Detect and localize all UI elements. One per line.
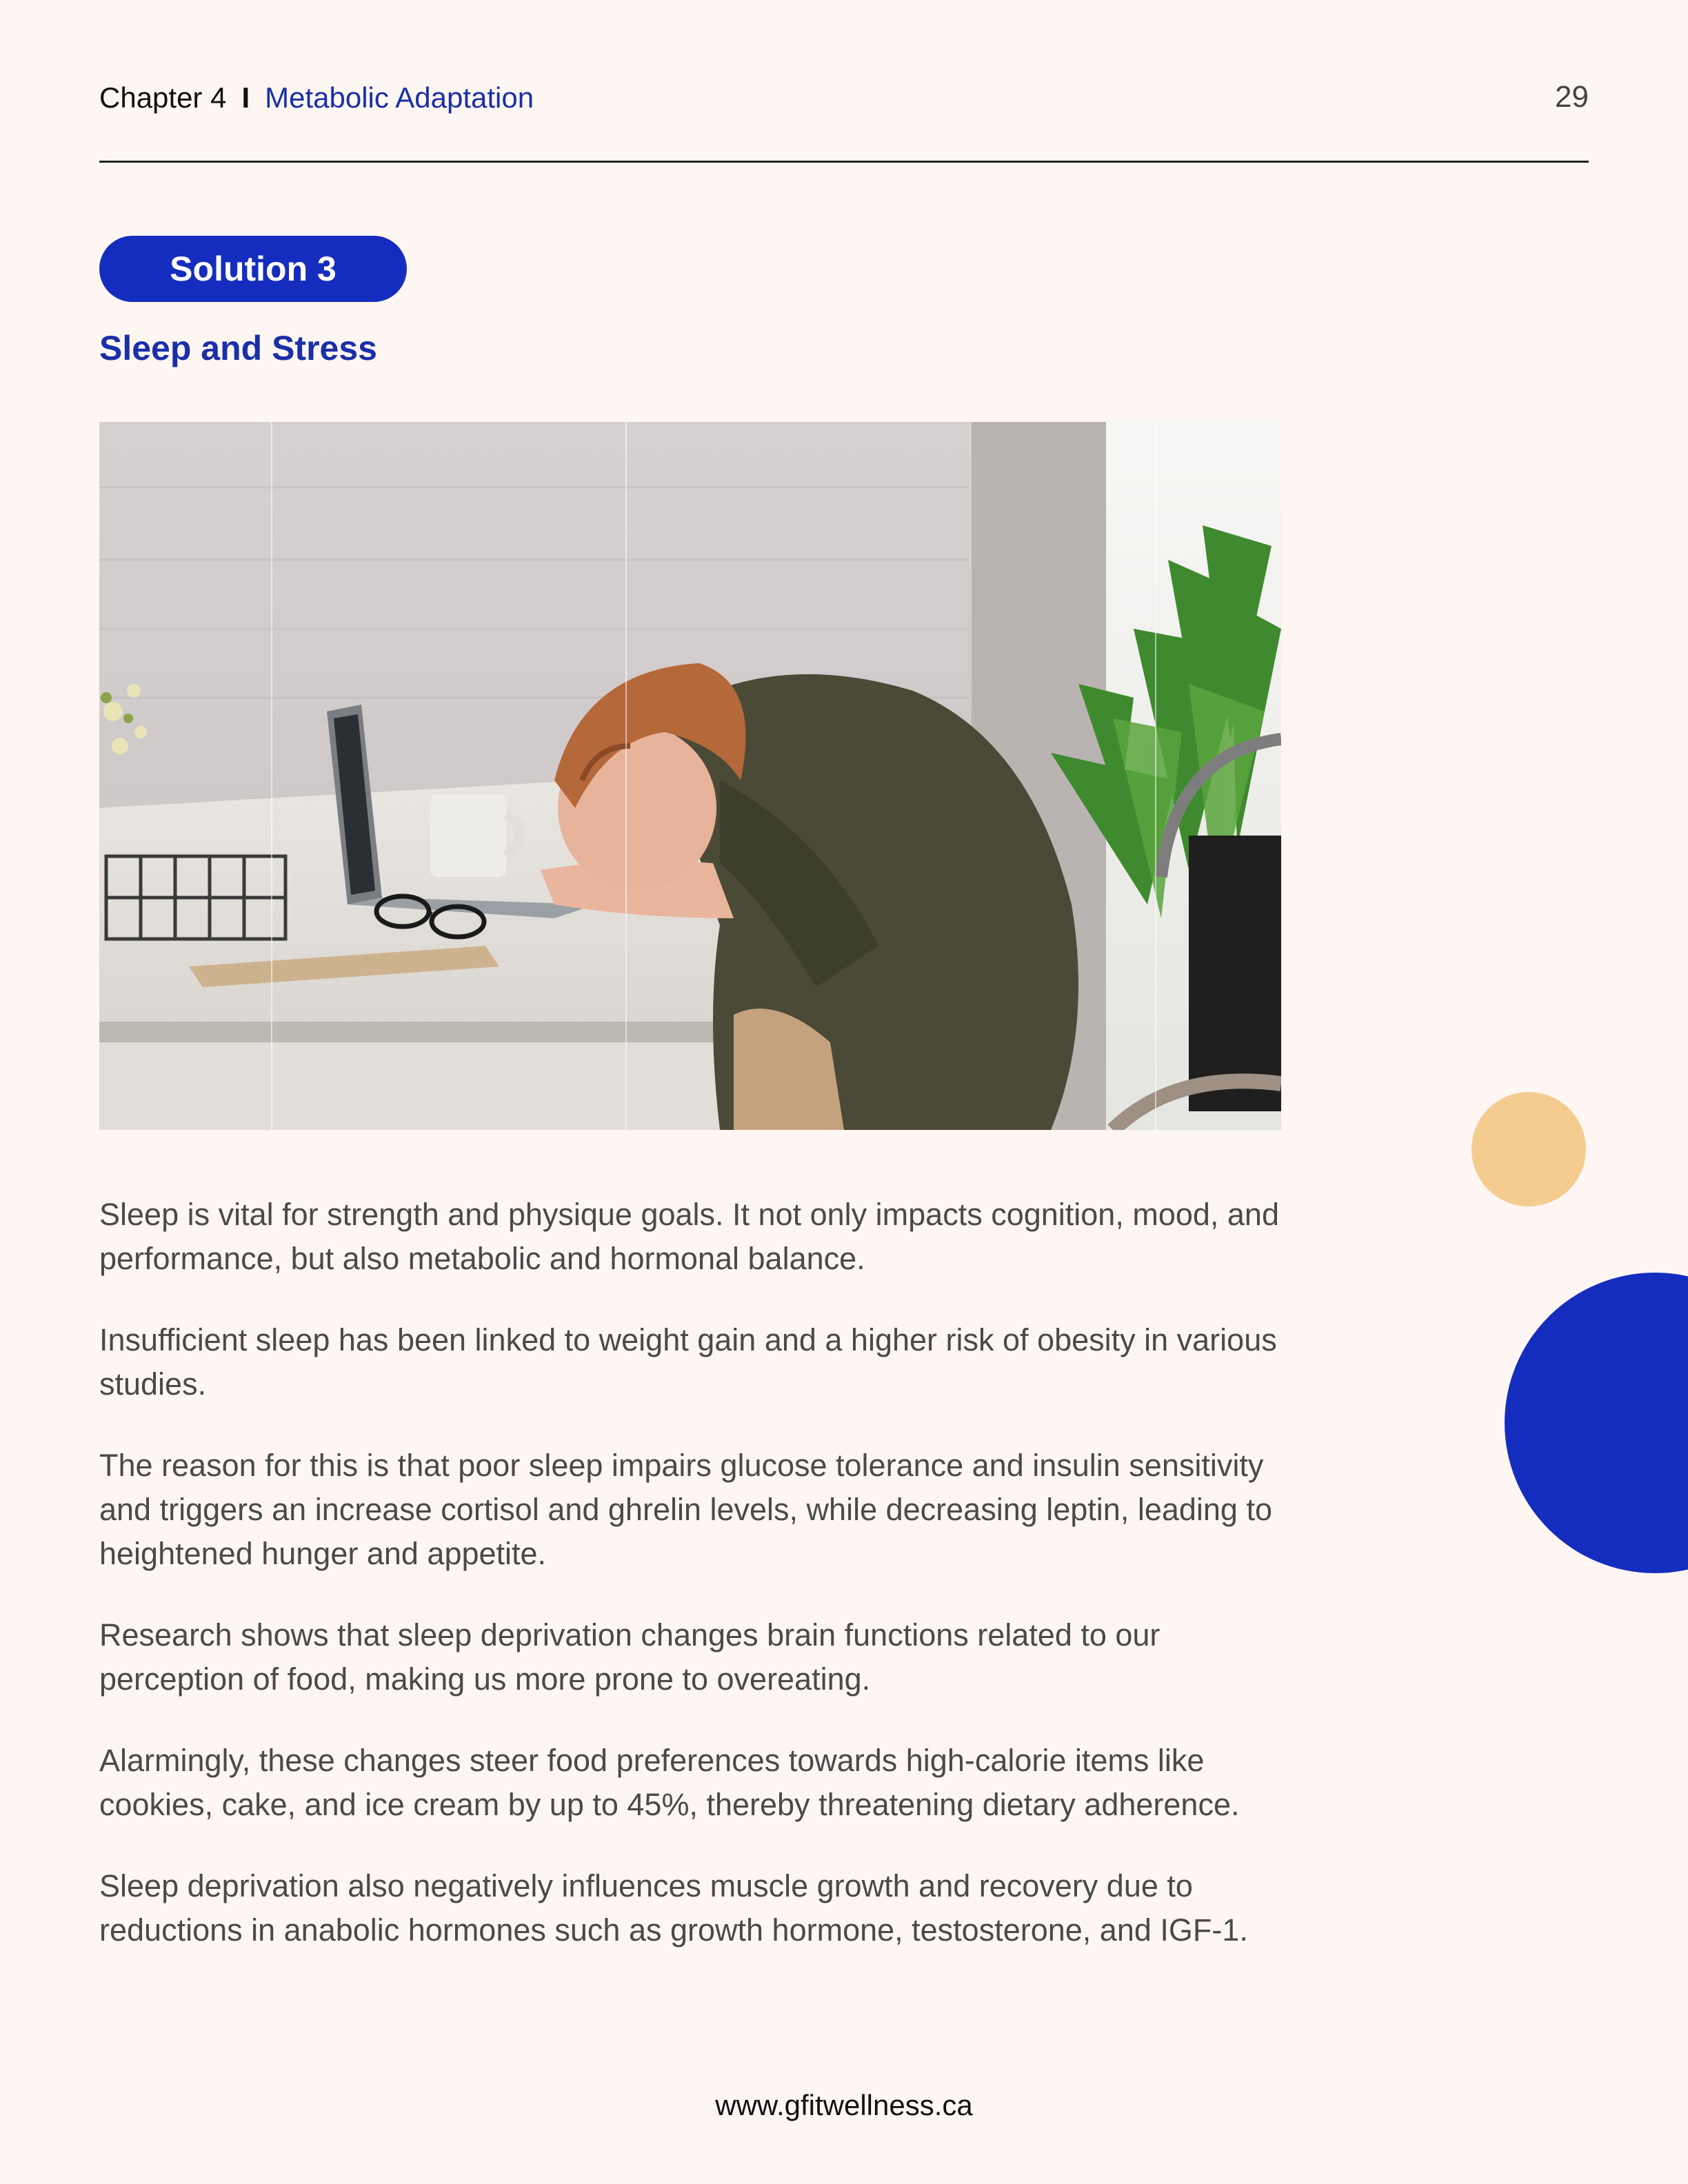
- paragraph: The reason for this is that poor sleep impairs glucose tolerance and insulin sensitivity and triggers an increase cortisol and ghrelin levels, while decreasing leptin, leading to heightened hunger and appetite.: [99, 1448, 1272, 1571]
- body-text: [99, 1193, 1313, 1990]
- photo-woman-asleep-at-desk: [99, 422, 1281, 1130]
- paragraph: Alarmingly, these changes steer food preferences towards high-calorie items like cookies, cake, and ice cream by up to 45%, thereby threatening dietary adherence.: [99, 1743, 1240, 1822]
- header-divider: [99, 161, 1589, 163]
- paragraph: Sleep deprivation also negatively influences muscle growth and recovery due to reductions in anabolic hormones such as growth hormone, testosterone, and IGF-1.: [99, 1868, 1248, 1948]
- decorative-orange-circle: [1471, 1092, 1586, 1206]
- footer-website: www.gfitwellness.ca: [715, 2089, 973, 2121]
- page-number: 29: [1555, 80, 1589, 114]
- paragraph: Insufficient sleep has been linked to weight gain and a higher risk of obesity in various studies.: [99, 1322, 1277, 1402]
- chapter-label: Chapter 4: [99, 81, 227, 114]
- decorative-blue-circle: [1505, 1273, 1688, 1573]
- solution-badge: Solution 3: [99, 236, 407, 302]
- section-title: Metabolic Adaptation: [265, 81, 534, 114]
- section-subheading: Sleep and Stress: [99, 329, 377, 367]
- running-header: [99, 81, 534, 114]
- header-separator: I: [241, 81, 250, 114]
- paragraph: Research shows that sleep deprivation changes brain functions related to our perception of food, making us more prone to overeating.: [99, 1617, 1160, 1697]
- paragraph: Sleep is vital for strength and physique goals. It not only impacts cognition, mood, and performance, but also metabolic and hormonal balance.: [99, 1197, 1279, 1276]
